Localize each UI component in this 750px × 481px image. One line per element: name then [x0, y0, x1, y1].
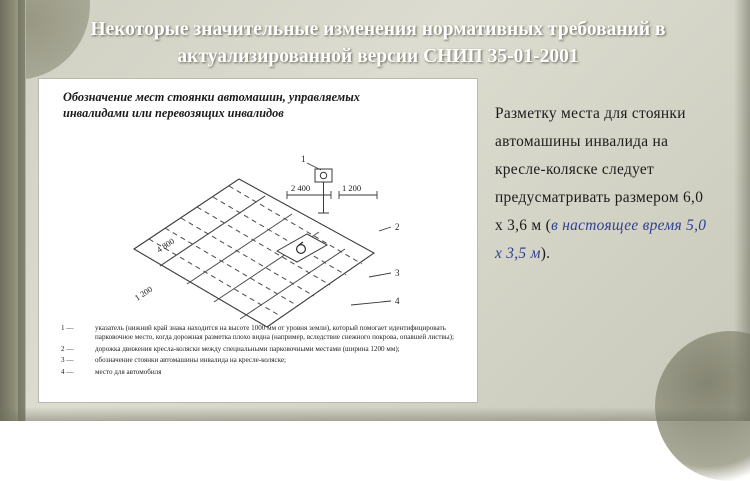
body-paragraph-emphasis-open: (	[545, 217, 552, 234]
decorative-left-bar-stripe	[18, 0, 25, 421]
legend-item-number: 2 —	[61, 344, 74, 353]
legend-item	[61, 356, 461, 365]
decorative-left-bar	[0, 0, 26, 421]
legend-item-text: дорожка движения кресла-коляски между специальными парковочными местами (ширина 1200 мм);	[95, 344, 400, 353]
legend-item	[61, 368, 461, 377]
decorative-right-shade	[734, 0, 750, 421]
callout-3: 3	[395, 268, 400, 278]
dimension-1200-left: 1 200	[132, 283, 155, 303]
legend-item-number: 3 —	[61, 356, 74, 365]
body-paragraph-emphasis-close: ).	[540, 245, 551, 262]
callout-1: 1	[301, 154, 306, 164]
slide-title: Некоторые значительные изменения нормативных требований в актуализированной версии СНИП 35-01-2001	[90, 19, 666, 67]
legend-item-text: указатель (нижний край знака находится на высоте 1000 мм от уровня земли), который помогает идентифицировать парковочное место, когда дорожная разметка плохо видна (например, вследствие снежного покрова, опавшей листвы);	[95, 324, 454, 342]
figure-panel	[38, 78, 478, 403]
legend-item-text: место для автомобиля	[95, 367, 162, 376]
callout-4: 4	[395, 296, 400, 306]
decorative-bottom-shade	[0, 407, 750, 421]
figure-caption: Обозначение мест стоянки автомашин, управляемых инвалидами или перевозящих инвалидов	[63, 90, 360, 120]
body-paragraph-main: Разметку места для стоянки автомашины инвалида на кресле-коляске следует предусматривать размером 6,0 х 3,6 м	[495, 105, 704, 234]
callout-2: 2	[395, 222, 400, 232]
legend-item-text: обозначение стоянки автомашины инвалида на кресле-коляске;	[95, 356, 287, 365]
dimension-4800: 4 800	[154, 235, 177, 255]
legend-item-number: 4 —	[61, 367, 74, 376]
body-paragraph	[495, 100, 710, 268]
figure-legend	[61, 324, 461, 379]
legend-item	[61, 345, 461, 354]
sign-post-icon	[315, 169, 332, 213]
dimension-1200-top: 1 200	[342, 183, 362, 193]
legend-item-number: 1 —	[61, 324, 74, 332]
legend-item	[61, 324, 461, 343]
body-paragraph-emphasis: в настоящее время 5,0 х 3,5 м	[495, 217, 707, 262]
dimension-2400: 2 400	[291, 183, 311, 193]
parking-layout-diagram	[39, 141, 478, 341]
